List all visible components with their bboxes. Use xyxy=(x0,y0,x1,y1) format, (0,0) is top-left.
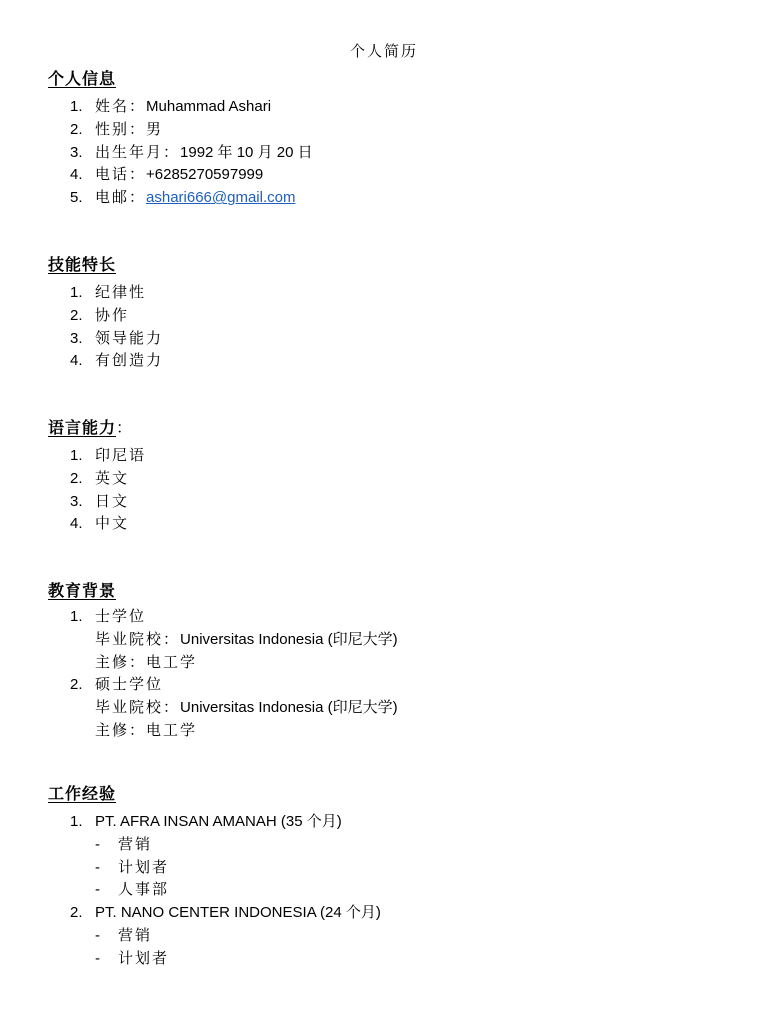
school-label: 毕业院校： xyxy=(95,699,181,717)
dash-bullet: - xyxy=(95,881,100,899)
language-text: 日文 xyxy=(95,492,130,510)
list-item-email xyxy=(48,187,728,210)
list-item xyxy=(48,328,728,351)
list-item-job xyxy=(48,902,728,970)
section-personal-info xyxy=(48,72,728,210)
field-value: Muhammad Ashari xyxy=(146,98,272,115)
list-item-job xyxy=(48,811,728,902)
section-heading-personal-info: 个人信息 xyxy=(48,71,117,88)
section-heading-work: 工作经验 xyxy=(48,786,117,803)
field-value: 男 xyxy=(146,120,164,138)
list-item xyxy=(48,491,728,514)
role-text: 计划者 xyxy=(118,949,170,967)
work-list xyxy=(48,811,728,971)
field-label: 电话： xyxy=(95,166,147,184)
degree-text: 士学位 xyxy=(95,608,147,625)
role-text: 人事部 xyxy=(118,881,170,899)
language-text: 印尼语 xyxy=(95,447,147,464)
dash-bullet: - xyxy=(95,835,100,853)
list-number: 2. xyxy=(70,120,83,138)
company-text: PT. NANO CENTER INDONESIA (24 个月) xyxy=(95,904,381,922)
list-number: 2. xyxy=(70,904,83,922)
education-list xyxy=(48,606,728,743)
dash-bullet: - xyxy=(95,926,100,944)
list-number: 4. xyxy=(70,166,83,184)
field-label: 电邮： xyxy=(95,189,147,207)
skills-list xyxy=(48,282,728,373)
school-label: 毕业院校： xyxy=(95,630,181,648)
role-item xyxy=(95,948,728,971)
languages-list xyxy=(48,445,728,536)
list-item xyxy=(48,305,728,328)
major-value: 电工学 xyxy=(146,721,198,739)
list-item-degree xyxy=(48,606,728,674)
section-languages xyxy=(48,421,728,536)
section-heading-education: 教育背景 xyxy=(48,583,117,600)
list-item-gender xyxy=(48,119,728,142)
role-item xyxy=(95,834,728,857)
section-skills xyxy=(48,258,728,373)
role-text: 营销 xyxy=(118,835,153,853)
skill-text: 协作 xyxy=(95,306,130,324)
list-item-birthdate xyxy=(48,142,728,165)
school-value: Universitas Indonesia (印尼大学) xyxy=(180,699,398,717)
company-text: PT. AFRA INSAN AMANAH (35 个月) xyxy=(95,813,342,830)
role-text: 营销 xyxy=(118,926,153,944)
list-number: 3. xyxy=(70,492,83,510)
list-number: 3. xyxy=(70,143,83,161)
language-text: 英文 xyxy=(95,469,130,487)
list-number: 4. xyxy=(70,352,83,370)
list-item-degree xyxy=(48,674,728,742)
field-label: 姓名： xyxy=(95,98,147,115)
role-item xyxy=(95,857,728,880)
list-number: 2. xyxy=(70,469,83,487)
list-item xyxy=(48,282,728,305)
skill-text: 领导能力 xyxy=(95,329,164,347)
list-number: 2. xyxy=(70,676,83,694)
major-value: 电工学 xyxy=(146,653,198,671)
resume-title: 个人简历 xyxy=(349,43,418,60)
list-number: 1. xyxy=(70,608,83,625)
field-label: 出生年月： xyxy=(95,143,181,161)
list-item xyxy=(48,468,728,491)
list-item xyxy=(48,445,728,468)
list-number: 3. xyxy=(70,329,83,347)
role-item xyxy=(95,879,728,902)
list-item-name xyxy=(48,96,728,119)
email-link[interactable]: ashari666@gmail.com xyxy=(146,189,296,207)
list-item xyxy=(48,350,728,373)
list-number: 2. xyxy=(70,306,83,324)
list-number: 1. xyxy=(70,447,83,464)
list-number: 1. xyxy=(70,284,83,301)
list-item xyxy=(48,513,728,536)
list-item-phone xyxy=(48,164,728,187)
heading-colon: ： xyxy=(116,420,133,437)
field-label: 性别： xyxy=(95,120,147,138)
field-value: +6285270597999 xyxy=(146,166,264,184)
list-number: 4. xyxy=(70,515,83,533)
major-label: 主修： xyxy=(95,653,147,671)
degree-text: 硕士学位 xyxy=(95,676,164,694)
field-value: 1992 年 10 月 20 日 xyxy=(180,143,313,161)
section-education xyxy=(48,584,728,743)
school-value: Universitas Indonesia (印尼大学) xyxy=(180,630,398,648)
language-text: 中文 xyxy=(95,515,130,533)
list-number: 1. xyxy=(70,813,83,830)
dash-bullet: - xyxy=(95,949,100,967)
section-heading-languages: 语言能力 xyxy=(48,420,117,437)
list-number: 1. xyxy=(70,98,83,115)
section-heading-skills: 技能特长 xyxy=(48,257,117,274)
role-item xyxy=(95,925,728,948)
major-label: 主修： xyxy=(95,721,147,739)
skill-text: 有创造力 xyxy=(95,352,164,370)
section-work-experience xyxy=(48,787,728,971)
skill-text: 纪律性 xyxy=(95,284,147,301)
list-number: 5. xyxy=(70,189,83,207)
personal-info-list xyxy=(48,96,728,210)
role-text: 计划者 xyxy=(118,858,170,876)
dash-bullet: - xyxy=(95,858,100,876)
